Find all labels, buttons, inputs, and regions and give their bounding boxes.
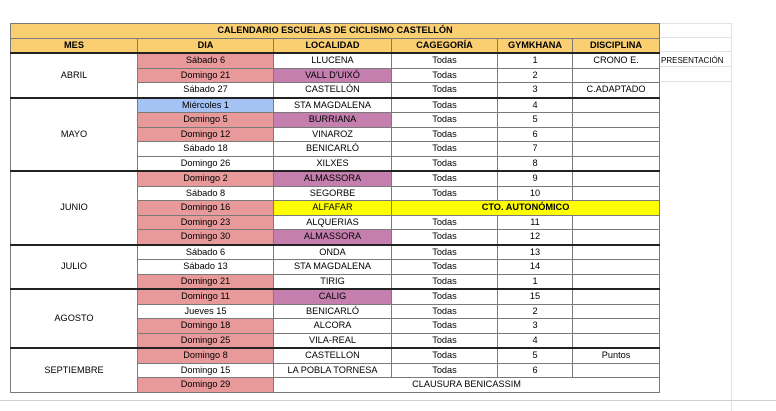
cell-localidad[interactable]: CASTELLON [274, 348, 392, 363]
presentation-note[interactable]: PRESENTACIÓN [661, 56, 724, 65]
month-cell-septiembre[interactable]: SEPTIEMBRE [11, 348, 138, 392]
cell-disciplina[interactable]: CRONO E. [573, 53, 660, 68]
cell-localidad[interactable]: ONDA [274, 245, 392, 260]
cell-categoria[interactable]: Todas [392, 156, 498, 171]
cell-gymkhana[interactable]: 7 [498, 142, 573, 157]
cell-categoria[interactable]: Todas [392, 127, 498, 142]
cell-disciplina[interactable]: Puntos [573, 348, 660, 363]
cell-localidad[interactable]: ALQUERIAS [274, 215, 392, 230]
cell-localidad[interactable]: STA MAGDALENA [274, 260, 392, 275]
cell-disciplina[interactable] [573, 113, 660, 128]
cell-gymkhana[interactable]: 5 [498, 348, 573, 363]
cell-gymkhana[interactable]: 2 [498, 68, 573, 83]
championship-cell[interactable]: CTO. AUTONÓMICO [392, 201, 660, 216]
cell-gymkhana[interactable]: 11 [498, 215, 573, 230]
cell-disciplina[interactable] [573, 274, 660, 289]
cell-categoria[interactable]: Todas [392, 333, 498, 348]
cell-dia[interactable]: Domingo 2 [138, 171, 274, 186]
grid-line [0, 400, 776, 401]
cell-categoria[interactable]: Todas [392, 113, 498, 128]
cell-dia[interactable]: Domingo 29 [138, 378, 274, 393]
cell-gymkhana[interactable]: 14 [498, 260, 573, 275]
cell-categoria[interactable]: Todas [392, 68, 498, 83]
cell-localidad[interactable]: ALMASSORA [274, 171, 392, 186]
calendar-table [10, 23, 660, 393]
cell-categoria[interactable]: Todas [392, 319, 498, 334]
cell-gymkhana[interactable]: 4 [498, 98, 573, 113]
cell-disciplina[interactable] [573, 98, 660, 113]
header-gymkhana[interactable]: GYMKHANA [498, 38, 573, 53]
cell-localidad[interactable]: ALMASSORA [274, 230, 392, 245]
cell-localidad[interactable]: VINAROZ [274, 127, 392, 142]
header-mes[interactable]: MES [11, 38, 138, 53]
cell-localidad[interactable]: VALL D'UIXÓ [274, 68, 392, 83]
cell-disciplina[interactable] [573, 171, 660, 186]
cell-localidad[interactable]: XILXES [274, 156, 392, 171]
cell-localidad[interactable]: VILA-REAL [274, 333, 392, 348]
cell-dia[interactable]: Domingo 8 [138, 348, 274, 363]
cell-dia[interactable]: Domingo 5 [138, 113, 274, 128]
cell-disciplina[interactable] [573, 68, 660, 83]
cell-dia[interactable]: Domingo 18 [138, 319, 274, 334]
cell-dia[interactable]: Domingo 12 [138, 127, 274, 142]
cell-disciplina[interactable] [573, 319, 660, 334]
cell-gymkhana[interactable]: 1 [498, 274, 573, 289]
cell-gymkhana[interactable]: 10 [498, 186, 573, 201]
cell-categoria[interactable]: Todas [392, 245, 498, 260]
cell-dia[interactable]: Domingo 30 [138, 230, 274, 245]
cell-gymkhana[interactable]: 6 [498, 363, 573, 378]
cell-disciplina[interactable]: C.ADAPTADO [573, 83, 660, 98]
cell-gymkhana[interactable]: 3 [498, 319, 573, 334]
cell-gymkhana[interactable]: 5 [498, 113, 573, 128]
cell-categoria[interactable]: Todas [392, 98, 498, 113]
grid-line [659, 37, 731, 38]
cell-gymkhana[interactable]: 1 [498, 53, 573, 68]
cell-gymkhana[interactable]: 9 [498, 171, 573, 186]
cell-gymkhana[interactable]: 15 [498, 289, 573, 304]
cell-dia[interactable]: Sábado 13 [138, 260, 274, 275]
cell-gymkhana[interactable]: 8 [498, 156, 573, 171]
cell-dia[interactable]: Miércoles 1 [138, 98, 274, 113]
cell-dia[interactable]: Sábado 8 [138, 186, 274, 201]
cell-localidad[interactable]: ALCORA [274, 319, 392, 334]
cell-localidad[interactable]: BENICARLÓ [274, 304, 392, 319]
month-cell-junio[interactable]: JUNIO [11, 171, 138, 245]
cell-localidad[interactable]: CASTELLÓN [274, 83, 392, 98]
cell-gymkhana[interactable]: 6 [498, 127, 573, 142]
cell-disciplina[interactable] [573, 304, 660, 319]
cell-gymkhana[interactable]: 13 [498, 245, 573, 260]
cell-categoria[interactable]: Todas [392, 215, 498, 230]
header-localidad[interactable]: LOCALIDAD [274, 38, 392, 53]
month-cell-julio[interactable]: JULIO [11, 245, 138, 290]
cell-localidad[interactable]: CALIG [274, 289, 392, 304]
cell-disciplina[interactable] [573, 156, 660, 171]
cell-disciplina[interactable] [573, 363, 660, 378]
cell-gymkhana[interactable]: 12 [498, 230, 573, 245]
cell-dia[interactable]: Sábado 6 [138, 245, 274, 260]
closing-cell[interactable]: CLAUSURA BENICASSIM [274, 378, 660, 393]
cell-categoria[interactable]: Todas [392, 348, 498, 363]
cell-disciplina[interactable] [573, 333, 660, 348]
cell-dia[interactable]: Sábado 27 [138, 83, 274, 98]
cell-disciplina[interactable] [573, 127, 660, 142]
cell-dia[interactable]: Domingo 16 [138, 201, 274, 216]
cell-localidad[interactable]: SEGORBE [274, 186, 392, 201]
cell-dia[interactable]: Domingo 15 [138, 363, 274, 378]
cell-localidad[interactable]: LA POBLA TORNESA [274, 363, 392, 378]
table-title[interactable]: CALENDARIO ESCUELAS DE CICLISMO CASTELLÓN [11, 24, 660, 39]
cell-categoria[interactable]: Todas [392, 171, 498, 186]
cell-categoria[interactable]: Todas [392, 289, 498, 304]
cell-categoria[interactable]: Todas [392, 260, 498, 275]
month-cell-agosto[interactable]: AGOSTO [11, 289, 138, 348]
cell-dia[interactable]: Domingo 21 [138, 274, 274, 289]
cell-gymkhana[interactable]: 4 [498, 333, 573, 348]
grid-line [659, 66, 731, 67]
cell-dia[interactable]: Domingo 26 [138, 156, 274, 171]
cell-localidad[interactable]: BENICARLÓ [274, 142, 392, 157]
cell-categoria[interactable]: Todas [392, 186, 498, 201]
cell-disciplina[interactable] [573, 142, 660, 157]
cell-disciplina[interactable] [573, 230, 660, 245]
cell-disciplina[interactable] [573, 260, 660, 275]
cell-localidad[interactable]: STA MAGDALENA [274, 98, 392, 113]
cell-gymkhana[interactable]: 2 [498, 304, 573, 319]
cell-categoria[interactable]: Todas [392, 142, 498, 157]
cell-dia[interactable]: Jueves 15 [138, 304, 274, 319]
month-cell-mayo[interactable]: MAYO [11, 98, 138, 172]
cell-categoria[interactable]: Todas [392, 363, 498, 378]
cell-dia[interactable]: Domingo 25 [138, 333, 274, 348]
cell-categoria[interactable]: Todas [392, 274, 498, 289]
cell-disciplina[interactable] [573, 215, 660, 230]
cell-gymkhana[interactable]: 3 [498, 83, 573, 98]
cell-disciplina[interactable] [573, 245, 660, 260]
cell-categoria[interactable]: Todas [392, 304, 498, 319]
cell-dia[interactable]: Sábado 18 [138, 142, 274, 157]
cell-disciplina[interactable] [573, 289, 660, 304]
cell-categoria[interactable]: Todas [392, 83, 498, 98]
month-cell-abril[interactable]: ABRIL [11, 53, 138, 98]
cell-dia[interactable]: Domingo 21 [138, 68, 274, 83]
header-categoria[interactable]: CAGEGORÍA [392, 38, 498, 53]
cell-categoria[interactable]: Todas [392, 53, 498, 68]
grid-line [731, 23, 732, 411]
cell-localidad[interactable]: LLUCENA [274, 53, 392, 68]
cell-dia[interactable]: Sábado 6 [138, 53, 274, 68]
cell-disciplina[interactable] [573, 186, 660, 201]
cell-localidad[interactable]: ALFAFAR [274, 201, 392, 216]
cell-localidad[interactable]: BURRIANA [274, 113, 392, 128]
grid-line [659, 51, 731, 52]
header-dia[interactable]: DIA [138, 38, 274, 53]
cell-dia[interactable]: Domingo 23 [138, 215, 274, 230]
cell-categoria[interactable]: Todas [392, 230, 498, 245]
cell-localidad[interactable]: TIRIG [274, 274, 392, 289]
grid-line [659, 81, 731, 82]
cell-dia[interactable]: Domingo 11 [138, 289, 274, 304]
header-disciplina[interactable]: DISCIPLINA [573, 38, 660, 53]
grid-line [659, 23, 731, 24]
